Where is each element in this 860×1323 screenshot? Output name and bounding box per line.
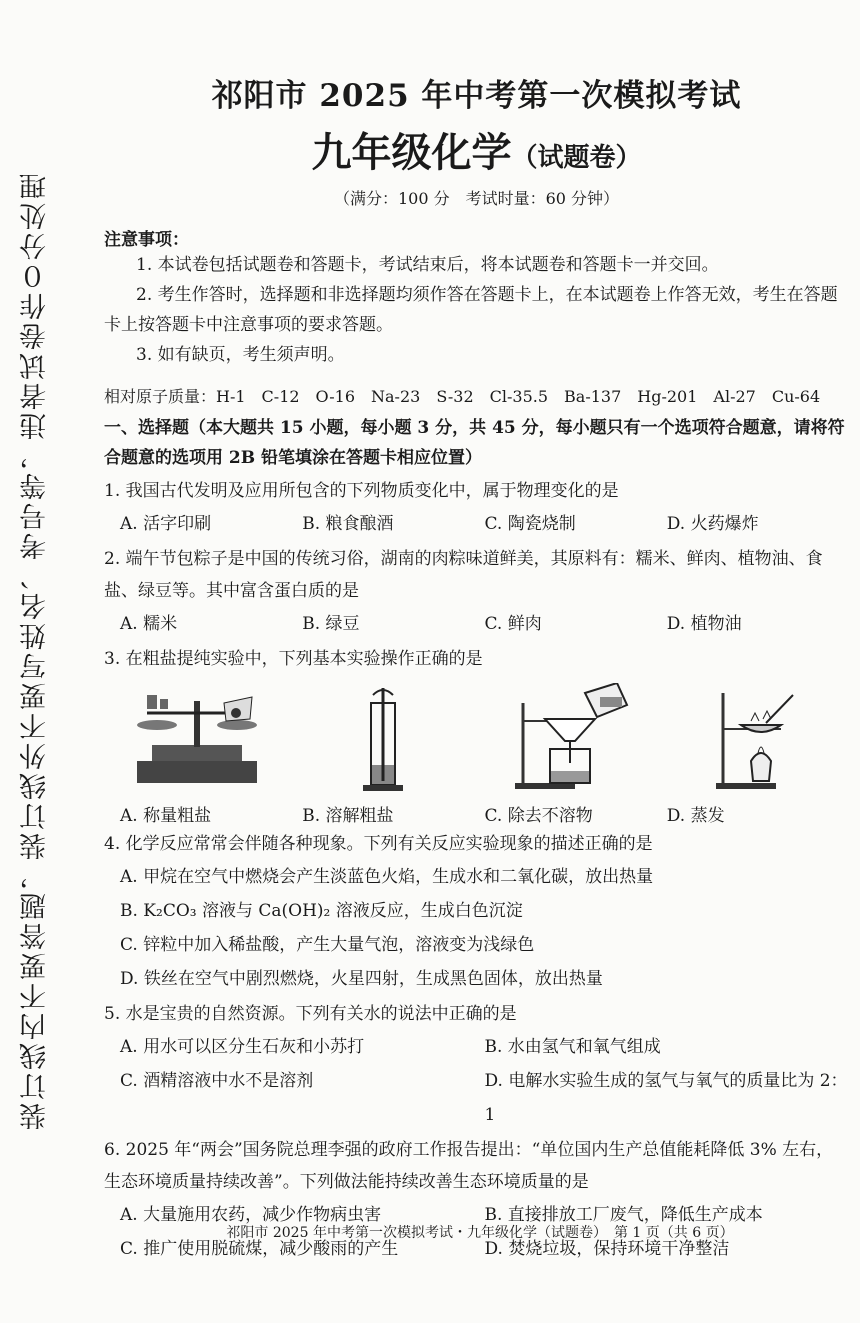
option-a: A. 用水可以区分生石灰和小苏打: [120, 1037, 365, 1057]
atomic-masses: 相对原子质量：H-1 C-12 O-16 Na-23 S-32 Cl-35.5 Ba-137 Hg-201 Al-27 Cu-64: [104, 387, 821, 406]
beaker-rod-icon: [353, 683, 413, 793]
option-d: D. 铁丝在空气中剧烈燃烧，火星四射，生成黑色固体，放出热量: [120, 969, 603, 989]
option-c: C. 除去不溶物: [484, 806, 593, 826]
question-1-options: [104, 507, 849, 541]
option-c: C. 陶瓷烧制: [484, 514, 576, 534]
option-a: A. 糯米: [120, 614, 178, 634]
notice-heading: 注意事项：: [104, 230, 189, 250]
option-b: B. 水由氢气和氧气组成: [484, 1037, 661, 1057]
notice-item: 1. 本试卷包括试题卷和答题卡，考试结束后，将本试题卷和答题卡一并交回。: [136, 255, 719, 275]
question-5-options-row1: [104, 1030, 849, 1064]
exam-title: 祁阳市 2025 年中考第一次模拟考试: [211, 78, 742, 114]
option-c: C. 推广使用脱硫煤，减少酸雨的产生: [120, 1239, 399, 1259]
filtration-figure: [477, 683, 663, 795]
filter-funnel-icon: [505, 683, 635, 793]
balance-figure: [104, 683, 290, 795]
notice-item: 2. 考生作答时，选择题和非选择题均须作答在答题卡上，在本试题卷上作答无效，考生在答题卡上按答题卡中注意事项的要求答题。: [104, 285, 838, 335]
option-c: C. 酒精溶液中水不是溶剂: [120, 1071, 314, 1091]
option-d: D. 蒸发: [666, 806, 725, 826]
question-2: 2. 端午节包粽子是中国的传统习俗，湖南的肉粽味道鲜美，其原料有：糯米、鲜肉、植物油、食盐、绿豆等。其中富含蛋白质的是: [104, 549, 823, 601]
question-2-options: [104, 607, 849, 641]
evaporating-dish-icon: [711, 683, 801, 793]
question-4: 4. 化学反应常常会伴随各种现象。下列有关反应实验现象的描述正确的是: [104, 834, 653, 854]
binding-line-warning: 装订线内不要答题，装订线外不要写姓名、考号等，违者试卷作０分处理: [20, 170, 51, 1130]
question-5-options-row2: [104, 1064, 849, 1132]
option-d: D. 火药爆炸: [666, 514, 759, 534]
option-c: C. 锌粒中加入稀盐酸，产生大量气泡，溶液变为浅绿色: [120, 935, 535, 955]
option-b: B. 溶解粗盐: [302, 806, 394, 826]
section-heading: 一、选择题（本大题共 15 小题，每小题 3 分，共 45 分，每小题只有一个选项符合题意，请将符合题意的选项用 2B 铅笔填涂在答题卡相应位置）: [104, 418, 845, 468]
option-d: D. 植物油: [666, 614, 742, 634]
question-5: 5. 水是宝贵的自然资源。下列有关水的说法中正确的是: [104, 1004, 517, 1024]
subject-suffix: （试题卷）: [511, 143, 642, 173]
question-3-figures: [104, 683, 849, 795]
option-d: D. 电解水实验生成的氢气与氧气的质量比为 2：1: [484, 1071, 848, 1125]
option-a: A. 甲烷在空气中燃烧会产生淡蓝色火焰，生成水和二氧化碳，放出热量: [120, 867, 654, 887]
option-a: A. 活字印刷: [120, 514, 212, 534]
page-footer: 祁阳市 2025 年中考第一次模拟考试・九年级化学（试题卷） 第 1 页（共 6 页）: [226, 1225, 734, 1241]
option-c: C. 鲜肉: [484, 614, 542, 634]
option-a: A. 称量粗盐: [120, 806, 212, 826]
option-d: D. 焚烧垃圾，保持环境干净整洁: [484, 1239, 730, 1259]
question-3-options: [104, 801, 849, 826]
notice-item: 3. 如有缺页，考生须声明。: [136, 345, 345, 365]
option-b: B. 粮食酿酒: [302, 514, 394, 534]
exam-meta: （满分：100 分 考试时量：60 分钟）: [333, 189, 620, 208]
question-3: 3. 在粗盐提纯实验中，下列基本实验操作正确的是: [104, 649, 483, 669]
subject-name: 九年级化学: [311, 129, 512, 176]
exam-content: [104, 60, 849, 1266]
subject-title: [104, 121, 849, 178]
balance-icon: [132, 683, 262, 793]
option-b: B. 直接排放工厂废气，降低生产成本: [484, 1205, 763, 1225]
beaker-stir-figure: [290, 683, 476, 795]
evaporation-figure: [663, 683, 849, 795]
question-6: 6. 2025 年“两会”国务院总理李强的政府工作报告提出：“单位国内生产总值能耗降低 3% 左右，生态环境质量持续改善”。下列做法能持续改善生态环境质量的是: [104, 1140, 834, 1192]
option-b: B. K₂CO₃ 溶液与 Ca(OH)₂ 溶液反应，生成白色沉淀: [120, 901, 523, 921]
option-a: A. 大量施用农药，减少作物病虫害: [120, 1205, 382, 1225]
question-1: 1. 我国古代发明及应用所包含的下列物质变化中，属于物理变化的是: [104, 481, 619, 501]
option-b: B. 绿豆: [302, 614, 360, 634]
